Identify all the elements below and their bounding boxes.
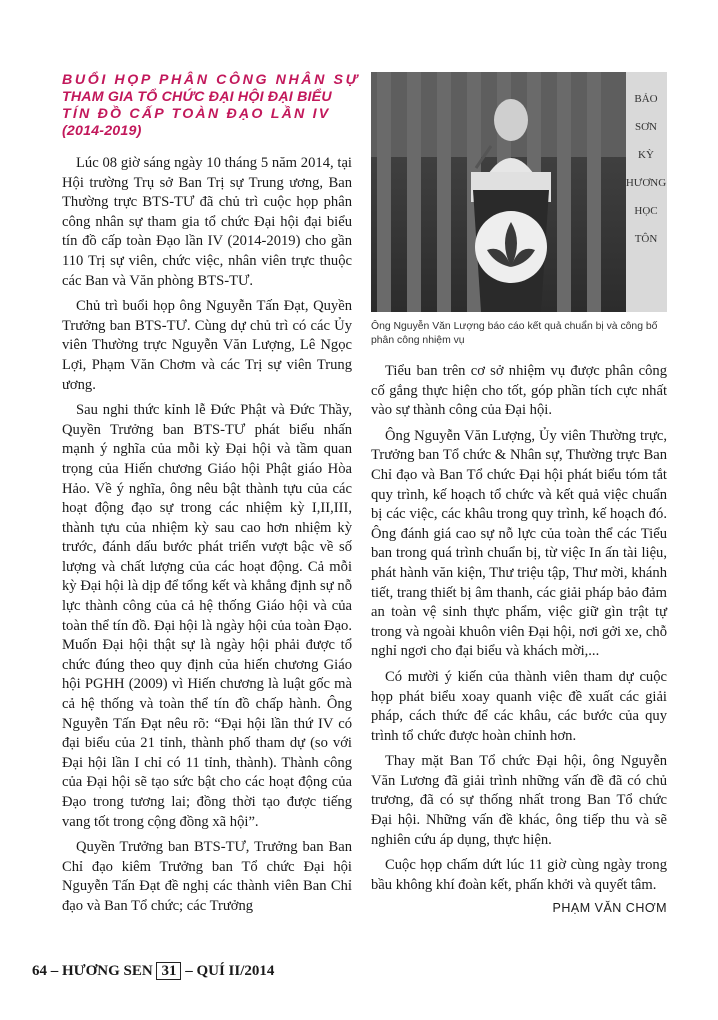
svg-text:SƠN: SƠN xyxy=(634,121,658,133)
page-number: 64 xyxy=(32,963,47,979)
body-paragraph: Có mười ý kiến của thành viên tham dự cuộc họp phát biểu xoay quanh việc đề xuất các giải pháp, cách thức để các khâu, các bước của quy trình tổ chức được hoàn chỉnh hơn. xyxy=(371,668,667,744)
body-paragraph: Ông Nguyễn Văn Lượng, Ủy viên Thường trực, Trưởng ban Tổ chức & Nhân sự, Thường trực Ban Chỉ đạo và Ban Tổ chức Đại hội phát biểu tóm tắt quy trình, kế hoạch tổ chức và kết quả việc chuẩn bị các việc, các khâu trong quy trình, kế hoạch đó. Ông đánh giá cao sự nỗ lực của toàn thể các Tiểu ban trong quá trình chuẩn bị, từ việc In ấn tài liệu, phát hành văn kiện, Thư triệu tập, Thư mời, khánh tiết, trang thiết bị âm thanh, các giải pháp bảo đảm an toàn vệ sinh thực phẩm, việc giữ gìn trật tự trong và ngoài khuôn viên Đại hội, nơi gởi xe, chỗ nghỉ ngơi cho đại biểu và khách mời,... xyxy=(371,427,667,660)
speaker-photo xyxy=(371,72,667,312)
magazine-name: – HƯƠNG SEN xyxy=(50,963,153,979)
body-paragraph: Thay mặt Ban Tổ chức Đại hội, ông Nguyễn Văn Lương đã giải trình những vấn đề đã có chủ trương, đã có sự thống nhất trong Ban Tổ chức Đại hội. Những vấn đề khác, ông tiếp thu và sẽ nghiên cứu áp dụng, thực hiện. xyxy=(371,753,667,848)
title-line: THAM GIA TỔ CHỨC ĐẠI HỘI ĐẠI BIỂU xyxy=(62,89,332,105)
svg-text:TÔN: TÔN xyxy=(634,233,658,245)
body-paragraph: Sau nghi thức kỉnh lễ Đức Phật và Đức Thầy, Quyền Trưởng ban BTS-TƯ phát biểu nhấn mạnh ý nghĩa của mỗi kỳ Đại hội và tầm quan trọng của Hiến chương Giáo hội Phật giáo Hòa Hảo. Về ý nghĩa, ông nêu bật thành tựu của các hoạt động đạo sự trong các nhiệm kỳ I,II,III, thành tựu của nhiệm kỳ sau cao hơn nhiệm kỳ trước, đánh dấu bước phát triển vượt bậc về số lượng và chất lượng của các hoạt động. Cả mỗi kỳ Đại hội là dịp để tổng kết và khẳng định sự nỗ lực thành công của cả hệ thống Giáo hội và của toàn thể tín đồ. Đại hội là ngày hội của toàn Đạo. Muốn Đại hội thật sự là ngày hội phải được tổ chức đúng theo quy định của hiến chương Giáo hội PGHH (2009) vì Hiến chương là luật gốc mà cả hệ thống và toàn thể tín đồ chấp hành. Ông Nguyễn Tấn Đạt nêu rõ: “Đại hội lần thứ IV có đại biểu của 21 tỉnh, thành phố tham dự (so với Đại hội lần I chỉ có 11 tỉnh, thành). Thành công của Đại hội sẽ tạo sức bật cho các hoạt động của Đạo trong tương lai; đồng thời tạo được tiếng vang tốt trong cộng đồng xã hội”. xyxy=(62,402,352,830)
title-line: (2014-2019) xyxy=(62,123,142,139)
photo-caption: Ông Nguyễn Văn Lượng báo cáo kết quả chuẩn bị và công bố phân công nhiệm vụ xyxy=(371,321,658,346)
body-paragraph: Chủ trì buổi họp ông Nguyễn Tấn Đạt, Quyền Trưởng ban BTS-TƯ. Cùng dự chủ trì có các Ủy viên Thường trực Nguyễn Văn Lượng, Lê Ngọc Lợi, Phạm Văn Chơm và các Trị sự viên Trung ương. xyxy=(62,298,352,393)
svg-text:KỲ: KỲ xyxy=(638,149,654,161)
issue-period: – QUÍ II/2014 xyxy=(185,963,275,979)
svg-text:HƯƠNG: HƯƠNG xyxy=(625,177,667,189)
body-paragraph: Cuộc họp chấm dứt lúc 11 giờ cùng ngày trong bầu không khí đoàn kết, phấn khởi và quyết tâm. xyxy=(371,857,667,893)
title-line: TÍN ĐỒ CẤP TOÀN ĐẠO LẦN IV xyxy=(62,106,331,122)
issue-number: 31 xyxy=(156,962,181,980)
body-paragraph: Quyền Trưởng ban BTS-TƯ, Trưởng ban Ban Chỉ đạo kiêm Trưởng ban Tổ chức Đại hội Nguyễn Tấn Đạt đề nghị các thành viên Ban Chỉ đạo và Ban Tổ chức; các Trưởng xyxy=(62,839,352,914)
page-footer xyxy=(32,962,274,980)
svg-text:HỌC: HỌC xyxy=(634,205,658,217)
photo-illustration xyxy=(371,72,667,312)
right-column xyxy=(371,72,667,915)
body-paragraph: Tiểu ban trên cơ sở nhiệm vụ được phân công cố gắng thực hiện cho tốt, góp phần tích cực nhất vào sự thành công của Đại hội. xyxy=(371,363,667,419)
title-line: BUỔI HỌP PHÂN CÔNG NHÂN SỰ xyxy=(62,72,360,88)
body-paragraph: Lúc 08 giờ sáng ngày 10 tháng 5 năm 2014, tại Hội trường Trụ sở Ban Trị sự Trung ương, Ban Thường trực BTS-TƯ đã chủ trì cuộc họp phân công nhân sự tham gia tổ chức Đại hội đại biểu tín đồ cấp toàn Đạo lần IV (2014-2019) cho gần 110 Trị sự viên, chức việc, nhân viên trực thuộc các Ban và Văn phòng BTS-TƯ. xyxy=(62,155,352,289)
author-signature: PHẠM VĂN CHƠM xyxy=(552,901,667,916)
left-column xyxy=(62,72,360,923)
article-title xyxy=(62,72,360,140)
svg-text:BẢO: BẢO xyxy=(634,93,658,105)
